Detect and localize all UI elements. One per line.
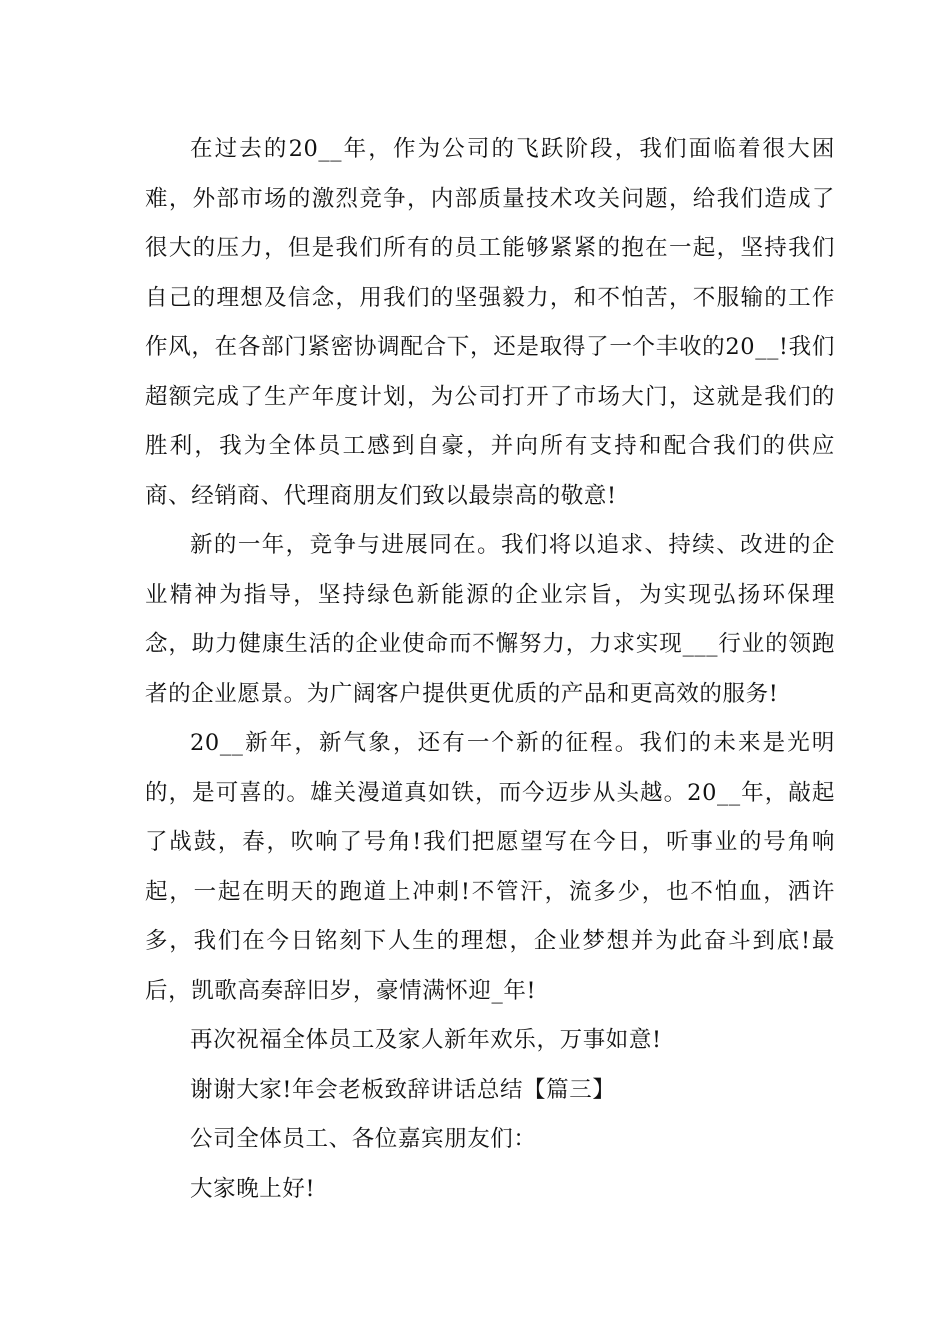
paragraph-blessing: 再次祝福全体员工及家人新年欢乐，万事如意! <box>190 1027 662 1053</box>
greeting: 大家晚上好! <box>190 1175 316 1202</box>
paragraph-review: 在过去的20__年，作为公司的飞跃阶段，我们面临着很大困难，外部市场的激烈竞争，内部质量技术攻关问题，给我们造成了很大的压力，但是我们所有的员工能够紧紧的抱在一起，坚持我们自己的理想及信念，用我们的坚强毅力，和不怕苦，不服输的工作作风，在各部门紧密协调配合下，还是取得了一个丰收的20__!我们超额完成了生产年度计划，为公司打开了市场大门，这就是我们的胜利，我为全体员工感到自豪，并向所有支持和配合我们的供应商、经销商、代理商朋友们致以最崇高的敬意! <box>145 136 835 509</box>
paragraph-new-year-vision: 新的一年，竞争与进展同在。我们将以追求、持续、改进的企业精神为指导，坚持绿色新能源的企业宗旨，为实现弘扬环保理念，助力健康生活的企业使命而不懈努力，力求实现___行业的领跑者的企业愿景。为广阔客户提供更优质的产品和更高效的服务! <box>145 532 835 707</box>
paragraph-new-journey: 20__新年，新气象，还有一个新的征程。我们的未来是光明的，是可喜的。雄关漫道真如铁，而今迈步从头越。20__年，敲起了战鼓，春，吹响了号角!我们把愿望写在今日，听事业的号角响起，一起在明天的跑道上冲刺!不管汗，流多少，也不怕血，洒许多，我们在今日铭刻下人生的理想，企业梦想并为此奋斗到底!最后，凯歌高奏辞旧岁，豪情满怀迎_年! <box>145 730 835 1004</box>
document-body <box>145 125 835 1214</box>
section-heading: 谢谢大家!年会老板致辞讲话总结【篇三】 <box>190 1076 616 1103</box>
salutation: 公司全体员工、各位嘉宾朋友们： <box>190 1126 537 1152</box>
